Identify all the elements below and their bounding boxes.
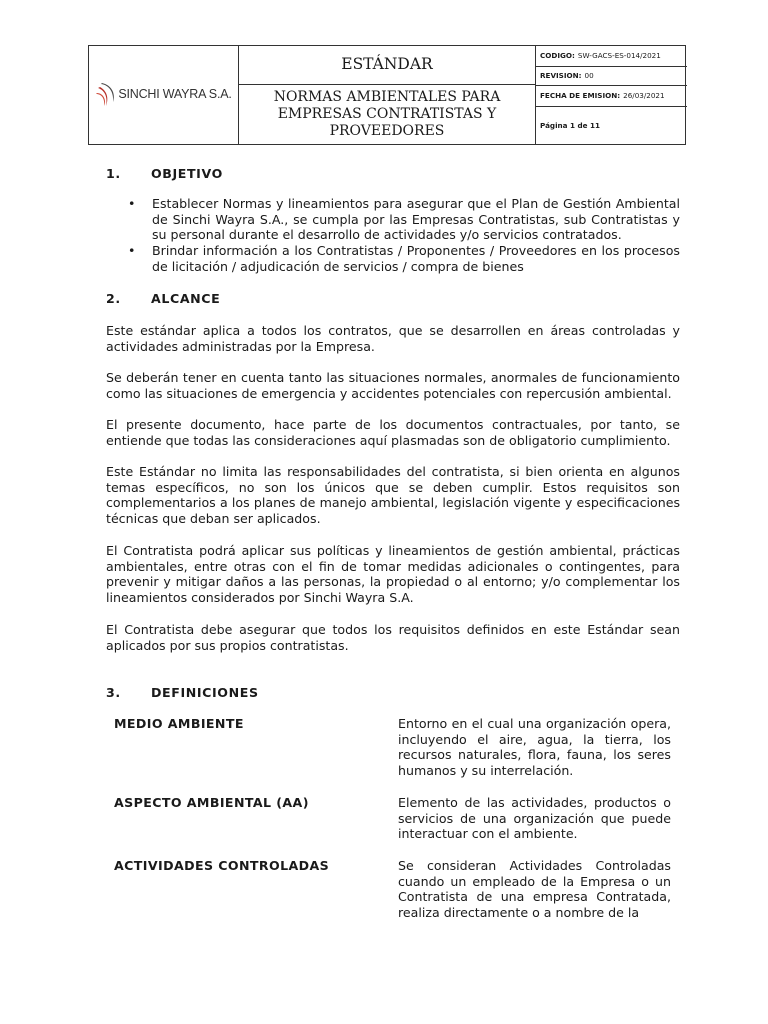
logo-cell [89,46,239,144]
logo-text: SINCHI WAYRA S.A. [118,87,232,102]
paragraph: El presente documento, hace parte de los documentos contractuales, por tanto, se entiende que todas las consideraciones aquí plasmadas son de obligatorio cumplimiento. [106,417,680,448]
objetivo-list [106,196,680,275]
meta-revision: REVISION: 00 [536,67,687,86]
paragraph: El Contratista podrá aplicar sus políticas y lineamientos de gestión ambiental, prácticas ambientales, entre otras con el fin de tomar medidas adicionales o contingentes, para prevenir y mitigar daños a las personas, la propiedad o al entorno; y/o complementar los lineamientos considerados por Sinchi Wayra S.A. [106,543,680,606]
definition-term: MEDIO AMBIENTE [114,716,244,731]
title-cell [239,46,536,144]
paragraph: Este estándar aplica a todos los contratos, que se desarrollen en áreas controladas y actividades administradas por la Empresa. [106,323,680,354]
meta-page-number: Página 1 de 11 [540,120,601,130]
document-title-line: PROVEEDORES [329,123,445,139]
paragraph: El Contratista debe asegurar que todos los requisitos definidos en este Estándar sean aplicados por sus propios contratistas. [106,622,680,653]
paragraph: Este Estándar no limita las responsabilidades del contratista, si bien orienta en algunos temas específicos, no son los únicos que se deben cumplir. Estos requisitos son complementarios a los planes de manejo ambiental, legislación vigente y especificaciones técnicas que deban ser aplicados. [106,464,680,527]
paragraph: Se deberán tener en cuenta tanto las situaciones normales, anormales de funcionamiento como las situaciones de emergencia y accidentes potenciales con repercusión ambiental. [106,370,680,401]
section-heading-definiciones: 3. DEFINICIONES [106,685,259,700]
document-title-line: NORMAS AMBIENTALES PARA [273,89,501,105]
definition-term: ACTIVIDADES CONTROLADAS [114,858,330,873]
definition-text: Entorno en el cual una organización opera, incluyendo el aire, agua, la tierra, los recursos naturales, flora, fauna, los seres humanos y su interrelación. [398,716,671,779]
definition-text: Se consideran Actividades Controladas cuando un empleado de la Empresa o un Contratista de una empresa Contratada, realiza directamente o a nombre de la [398,858,671,921]
document-header [88,45,686,145]
definition-term: ASPECTO AMBIENTAL (AA) [114,795,309,810]
list-item: • Establecer Normas y lineamientos para asegurar que el Plan de Gestión Ambiental de Sinchi Wayra S.A., se cumpla por las Empresas Contratistas, sub Contratistas y su personal durante el desarrollo de actividades y/o servicios contratados. [106,196,680,243]
wind-swirl-logo-icon [95,82,117,108]
meta-code: CODIGO: SW-GACS-ES-014/2021 [536,46,687,67]
list-item: • Brindar información a los Contratistas / Proponentes / Proveedores en los procesos de licitación / adjudicación de servicios / compra de bienes [106,243,680,274]
document-title-line: EMPRESAS CONTRATISTAS Y [277,106,497,122]
document-title [239,85,535,144]
document-meta [536,46,687,144]
meta-issue-date: FECHA DE EMISION: 26/03/2021 [536,86,687,107]
section-heading-objetivo: 1. OBJETIVO [106,166,223,181]
definition-text: Elemento de las actividades, productos o servicios de una organización que puede interactuar con el ambiente. [398,795,671,842]
section-heading-alcance: 2. ALCANCE [106,291,221,306]
document-type-title: ESTÁNDAR [239,46,535,85]
company-logo [95,82,231,108]
